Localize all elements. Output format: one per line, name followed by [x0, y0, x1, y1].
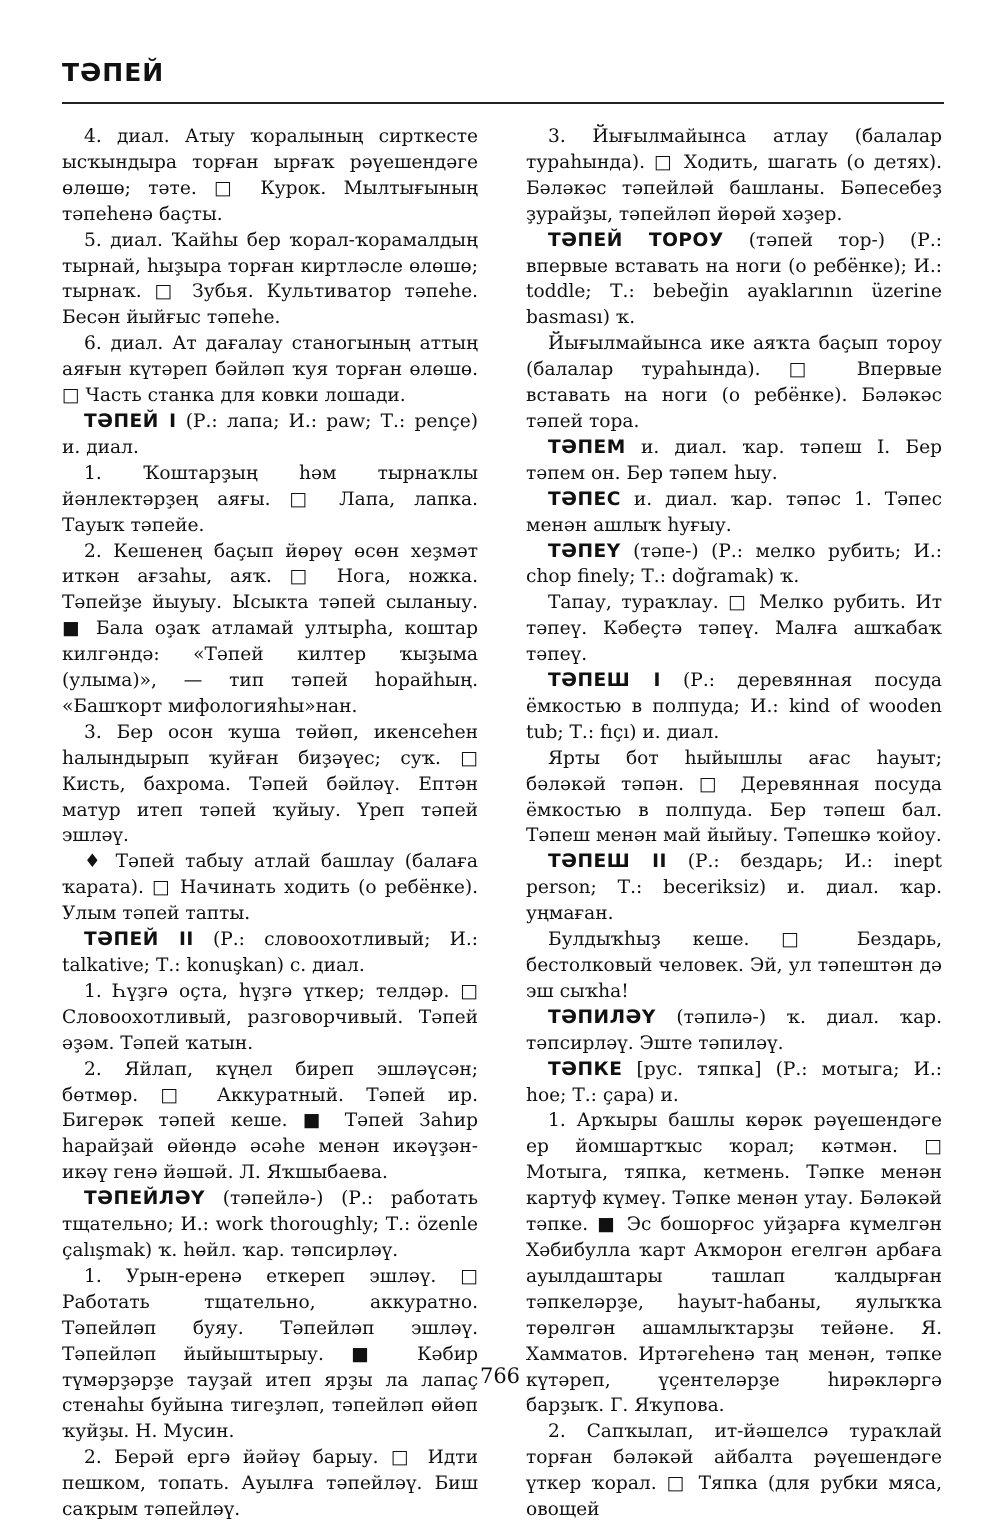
entry-paragraph: 5. диал. Ҡайһы бер ҡорал-ҡорамалдың тырнай, һыҙыра торған киртләсле өлөшө; тырнаҡ. □ Зубья. Культиватор тәпеһе. Бесән йыйғыс тәпеһе.	[62, 229, 478, 329]
entry-paragraph: 3. Бер осон ҡуша төйөп, икенсеһен һалындырып ҡуйған биҙәүес; суҡ. □ Кисть, бахрома. Тәпей бәйләү. Ептән матур итеп тәпей ҡуйыу. Үреп тәпей эшләү.	[62, 721, 478, 847]
entry-paragraph: 1. Урын-еренә еткереп эшләү. □ Работать тщательно, аккуратно. Тәпейләп буяу. Тәпейләп эшләү. Тәпейләп йыйыштырыу. ■ Кәбир түмәрҙәрҙе тауҙай итеп ярҙы ла лапаҫ стенаһы буйына тигеҙләп, тәпейләп өйөп ҡуйҙы. Н. Мусин.	[62, 1265, 478, 1443]
entry-paragraph: 1. Ҡоштарҙың һәм тырнаҡлы йәнлектәрҙең аяғы. □ Лапа, лапка. Тауыҡ тәпейе.	[62, 462, 478, 536]
entry-paragraph: Ярты бот һыйышлы ағас һауыт; бәләкәй тәпән. □ Деревянная посуда ёмкостью в полпуда. Бер тәпеш бал. Тәпеш менән май йыйыу. Тәпешкә ҡойоу.	[526, 747, 942, 847]
headword: ТӘПЕШ II	[548, 851, 667, 873]
page-number: 766	[479, 1364, 521, 1388]
entry-paragraph: Булдыҡһыҙ кеше. □ Бездарь, бестолковый человек. Эй, ул тәпештән дә эш сыҡһа!	[526, 929, 942, 1002]
entry-headword: ТӘПКЕ [рус. тяпка] (Р.: мотыга; И.: hoe; Т.: çapa) и.	[526, 1058, 942, 1106]
entry-headword: ТӘПЕЙ ТОРОУ (тәпей тор-) (Р.: впервые вставать на ноги (о ребёнке); И.: toddle; Т.: bebeğin ayaklarının üzerine basması) ҡ.	[526, 229, 942, 329]
headword: ТӘПИЛӘҮ	[548, 1006, 656, 1028]
entry-paragraph: 1. Һүҙгә оҫта, һүҙгә үткер; телдәр. □ Словоохотливый, разговорчивый. Тәпей әҙәм. Тәпей ҡатын.	[62, 980, 478, 1054]
entry-headword: ТӘПЕЙЛӘҮ (тәпейлә-) (Р.: работать тщательно; И.: work thoroughly; Т.: özenle çalışmak) ҡ. һөйл. ҡар. тәпсирләү.	[62, 1188, 478, 1261]
headword: ТӘПЕЙ II	[84, 929, 194, 951]
entry-paragraph: 3. Йығылмайынса атлау (балалар тураһында). □ Ходить, шагать (о детях). Бәләкәс тәпейләй башланы. Бәпесебеҙ ҙурайҙы, тәпейләп йөрөй хәҙер.	[526, 126, 942, 225]
entry-paragraph: Тапау, тураҡлау. □ Мелко рубить. Ит тәпеү. Кәбеҫтә тәпеү. Малға ашҡабаҡ тәпеү.	[526, 592, 942, 666]
headword: ТӘПЕҮ	[548, 540, 621, 562]
headword: ТӘПЕЙ ТОРОУ	[548, 229, 724, 251]
entry-headword: ТӘПИЛӘҮ (тәпилә-) ҡ. диал. ҡар. тәпсирләү. Эште тәпиләү.	[526, 1006, 942, 1054]
entry-paragraph: 2. Яйлап, күңел биреп эшләүсән; бөтмөр. □ Аккуратный. Тәпей ир. Бигерәк тәпей кеше. ■ Тәпей Заһир һарайҙай өйөндә әсәһе менән икәүҙән-икәү генә йәшәй. Л. Яҡшыбаева.	[62, 1058, 478, 1184]
headword: ТӘПЕЙ I	[84, 410, 177, 432]
entry-paragraph: Йығылмайынса ике аяҡта баҫып тороу (балалар тураһында). □ Впервые вставать на ноги (о ребёнке). Бәләкәс тәпей тора.	[526, 333, 942, 432]
entry-paragraph: 1. Арҡыры башлы көрәк рәүешендәге ер йомшартҡыс ҡорал; кәтмән. □ Мотыга, тяпка, кетмень. Тәпке менән картуф күмеү. Тәпке менән утау. Бәләкәй тәпке. ■ Эс бошорғос уйҙарға күмелгән Хәбибулла ҡарт Аҡморон егелгән арбаға ауылдаштары ташлап ҡалдырған тәпкеләрҙе, һауыт-һабаны, яулыҡҡа төрөлгән ашамлыҡтарҙы тейәне. Я. Хамматов. Иртәгеһенә таң менән, тәпке күтәреп, үҫентеләрҙе һирәкләргә барҙыҡ. Г. Яҡупова.	[526, 1110, 942, 1417]
left-column	[62, 124, 478, 1523]
running-head: ТӘПЕЙ	[62, 58, 165, 87]
entry-paragraph: 2. Сапҡылап, ит-йәшелсә тураҡлай торған бәләкәй айбалта рәүешендәге үткер ҡорал. □ Тяпка (для рубки мяса, овощей	[526, 1421, 942, 1521]
entry-headword: ТӘПЕҮ (тәпе-) (Р.: мелко рубить; И.: chop finely; Т.: doğramak) ҡ.	[526, 540, 942, 588]
headword: ТӘПЕС	[548, 488, 621, 510]
headword: ТӘПЕШ I	[548, 670, 661, 692]
right-column	[526, 124, 942, 1523]
headword: ТӘПКЕ	[548, 1058, 623, 1080]
entry-paragraph: 2. Берәй ергә йәйәү барыу. □ Идти пешком, топать. Ауылға тәпейләү. Биш саҡрым тәпейләү.	[62, 1447, 478, 1521]
headword: ТӘПЕЙЛӘҮ	[84, 1188, 205, 1210]
entry-paragraph: 2. Кешенең баҫып йөрөү өсөн хеҙмәт иткән ағзаһы, аяҡ. □ Нога, ножка. Тәпейҙе йыуыу. Ысыкта тәпей сыланыу. ■ Бала оҙаҡ атламай ултырһа, коштар килгәндә: «Тәпей килтер ҡыҙыма (улыма)», — тип тәпей һорайһың. «Башҡорт мифологияһы»нан.	[62, 540, 478, 717]
entry-idiom: ♦ Тәпей табыу атлай башлау (балаға ҡарата). □ Начинать ходить (о ребёнке). Улым тәпей тапты.	[62, 851, 478, 925]
header-rule	[62, 102, 944, 104]
entry-headword: ТӘПЕС и. диал. ҡар. тәпәс 1. Тәпес менән ашлыҡ һуғыу.	[526, 488, 942, 536]
entry-headword: ТӘПЕЙ II (Р.: словоохотливый; И.: talkative; Т.: konuşkan) с. диал.	[62, 929, 479, 976]
entry-paragraph: 6. диал. Ат дағалау станогының аттың аяғын күтәреп бәйләп ҡуя торған өлөшө. □ Часть станка для ковки лошади.	[62, 333, 478, 407]
entry-headword: ТӘПЕШ II (Р.: бездарь; И.: inept person; Т.: beceriksiz) и. диал. ҡар. уңмаған.	[526, 851, 943, 925]
entry-paragraph: 4. диал. Атыу ҡоралының сирткесте ысҡындыра торған ырғаҡ рәүешендәге өлөшө; тәте. □ Курок. Мылтығының тәпеһенә баҫты.	[62, 126, 478, 225]
headword: ТӘПЕМ	[548, 436, 626, 458]
entry-headword: ТӘПЕШ I (Р.: деревянная посуда ёмкостью в полпуда; И.: kind of wooden tub; Т.: fıçı) и. диал.	[526, 670, 942, 743]
entry-headword: ТӘПЕЙ I (Р.: лапа; И.: paw; Т.: pençe) и. диал.	[62, 410, 478, 458]
entry-headword: ТӘПЕМ и. диал. ҡар. тәпеш I. Бер тәпем он. Бер тәпем һыу.	[526, 436, 942, 484]
